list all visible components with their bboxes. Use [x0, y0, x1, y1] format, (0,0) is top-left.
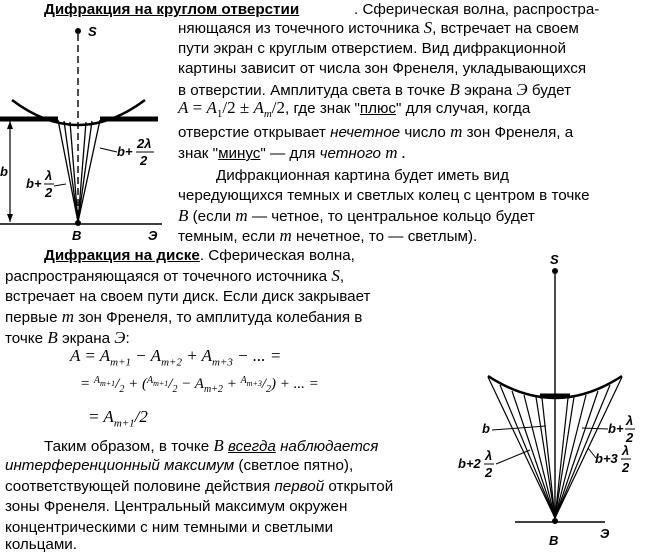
svg-text:b+: b+: [117, 144, 133, 159]
section1-title: Дифракция на круглом отверстии: [44, 1, 300, 18]
svg-text:b+2: b+2: [458, 456, 481, 471]
s2-line4: первые m зон Френеля, то амплитуда колебания в: [5, 307, 363, 326]
svg-text:Э: Э: [148, 228, 158, 243]
s2-line6: Таким образом, в точке B всегда наблюдается: [44, 436, 379, 455]
svg-text:b+3: b+3: [595, 451, 618, 466]
formula-line1: $A = A_{m+1} - A_{m+2} + A_{m+3}$ − ... =: [70, 346, 282, 369]
s2-line7: интерференционный максимум (светлое пятно),: [5, 457, 354, 474]
s1-line3: пути экран с круглым отверстием. Вид дифракционной: [178, 40, 566, 57]
s2-line3: встречает на своем пути диск. Если диск закрывает: [5, 288, 371, 305]
svg-text:b: b: [0, 164, 8, 179]
svg-text:b+: b+: [26, 176, 42, 191]
svg-text:2λ: 2λ: [137, 136, 152, 151]
s1-line10: чередующихся темных и светлых колец с центром в точке: [178, 187, 590, 204]
s2-line5: точке B экрана Э:: [5, 328, 130, 347]
svg-text:2: 2: [140, 153, 148, 168]
s1-line5: в отверстии. Амплитуда света в точке B экрана Э будет: [178, 80, 572, 99]
svg-text:S: S: [550, 252, 559, 267]
svg-text:λ: λ: [485, 448, 493, 463]
svg-text:λ: λ: [622, 443, 630, 458]
amplitude-formula: $A = A_1/2 \pm A_m/2$, где знак "плюс" для случая, когда: [178, 98, 531, 121]
s2-line8: соответствующей половине действия первой открытой: [5, 478, 394, 495]
s1-line9: Дифракционная картина будет иметь вид: [216, 167, 509, 184]
s1-line1: . Сферическая волна, распростра-: [354, 1, 600, 18]
svg-text:2: 2: [45, 185, 53, 200]
point-b: [75, 220, 81, 226]
s2-line2: распространяющаяся от точечного источника S,: [5, 266, 345, 285]
svg-text:B: B: [549, 533, 559, 548]
s1-line2: няющаяся из точечного источника S, встречает на своем: [178, 18, 579, 37]
s1-line4: картины зависит от числа зон Френеля, укладывающихся: [178, 60, 587, 77]
formula-line2: = $^{A_{m+1}}/_2 + (^{A_{m+1}}/_2 - A_{m+2} + ^{A_{m+3}}/_2)$ + ... =: [80, 375, 319, 395]
formula-line3: = $A_{m+1}/2$: [88, 407, 148, 430]
svg-text:2: 2: [622, 460, 630, 475]
svg-text:Э: Э: [600, 526, 610, 541]
svg-text:b: b: [482, 421, 490, 436]
s1-line7: отверстие открывает нечетное число m зон Френеля, а: [178, 122, 574, 141]
section2-title: Дифракция на диске. Сферическая волна,: [44, 247, 355, 264]
s1-line11: B (если m — четное, то центральное кольцо будет: [178, 206, 535, 225]
disk-diagram: [458, 250, 640, 550]
svg-text:b+: b+: [608, 421, 624, 436]
svg-text:B: B: [72, 228, 82, 243]
s1-line8: знак "минус" — для четного m .: [178, 143, 406, 162]
source-point: [75, 28, 81, 34]
disk-source-point: [552, 268, 558, 274]
s2-line11: кольцами.: [5, 536, 77, 553]
svg-text:2: 2: [626, 430, 634, 445]
aperture-diagram: [0, 0, 175, 243]
source-label: S: [88, 24, 97, 39]
s2-line10: концентрическими с ним темными и светлыми: [5, 519, 334, 536]
svg-text:λ: λ: [626, 413, 634, 428]
s1-line12: темным, если m нечетное, то — светлым).: [178, 226, 478, 245]
svg-text:λ: λ: [45, 168, 53, 183]
svg-text:2: 2: [485, 465, 493, 480]
s2-line9: зоны Френеля. Центральный максимум окружен: [5, 498, 348, 515]
